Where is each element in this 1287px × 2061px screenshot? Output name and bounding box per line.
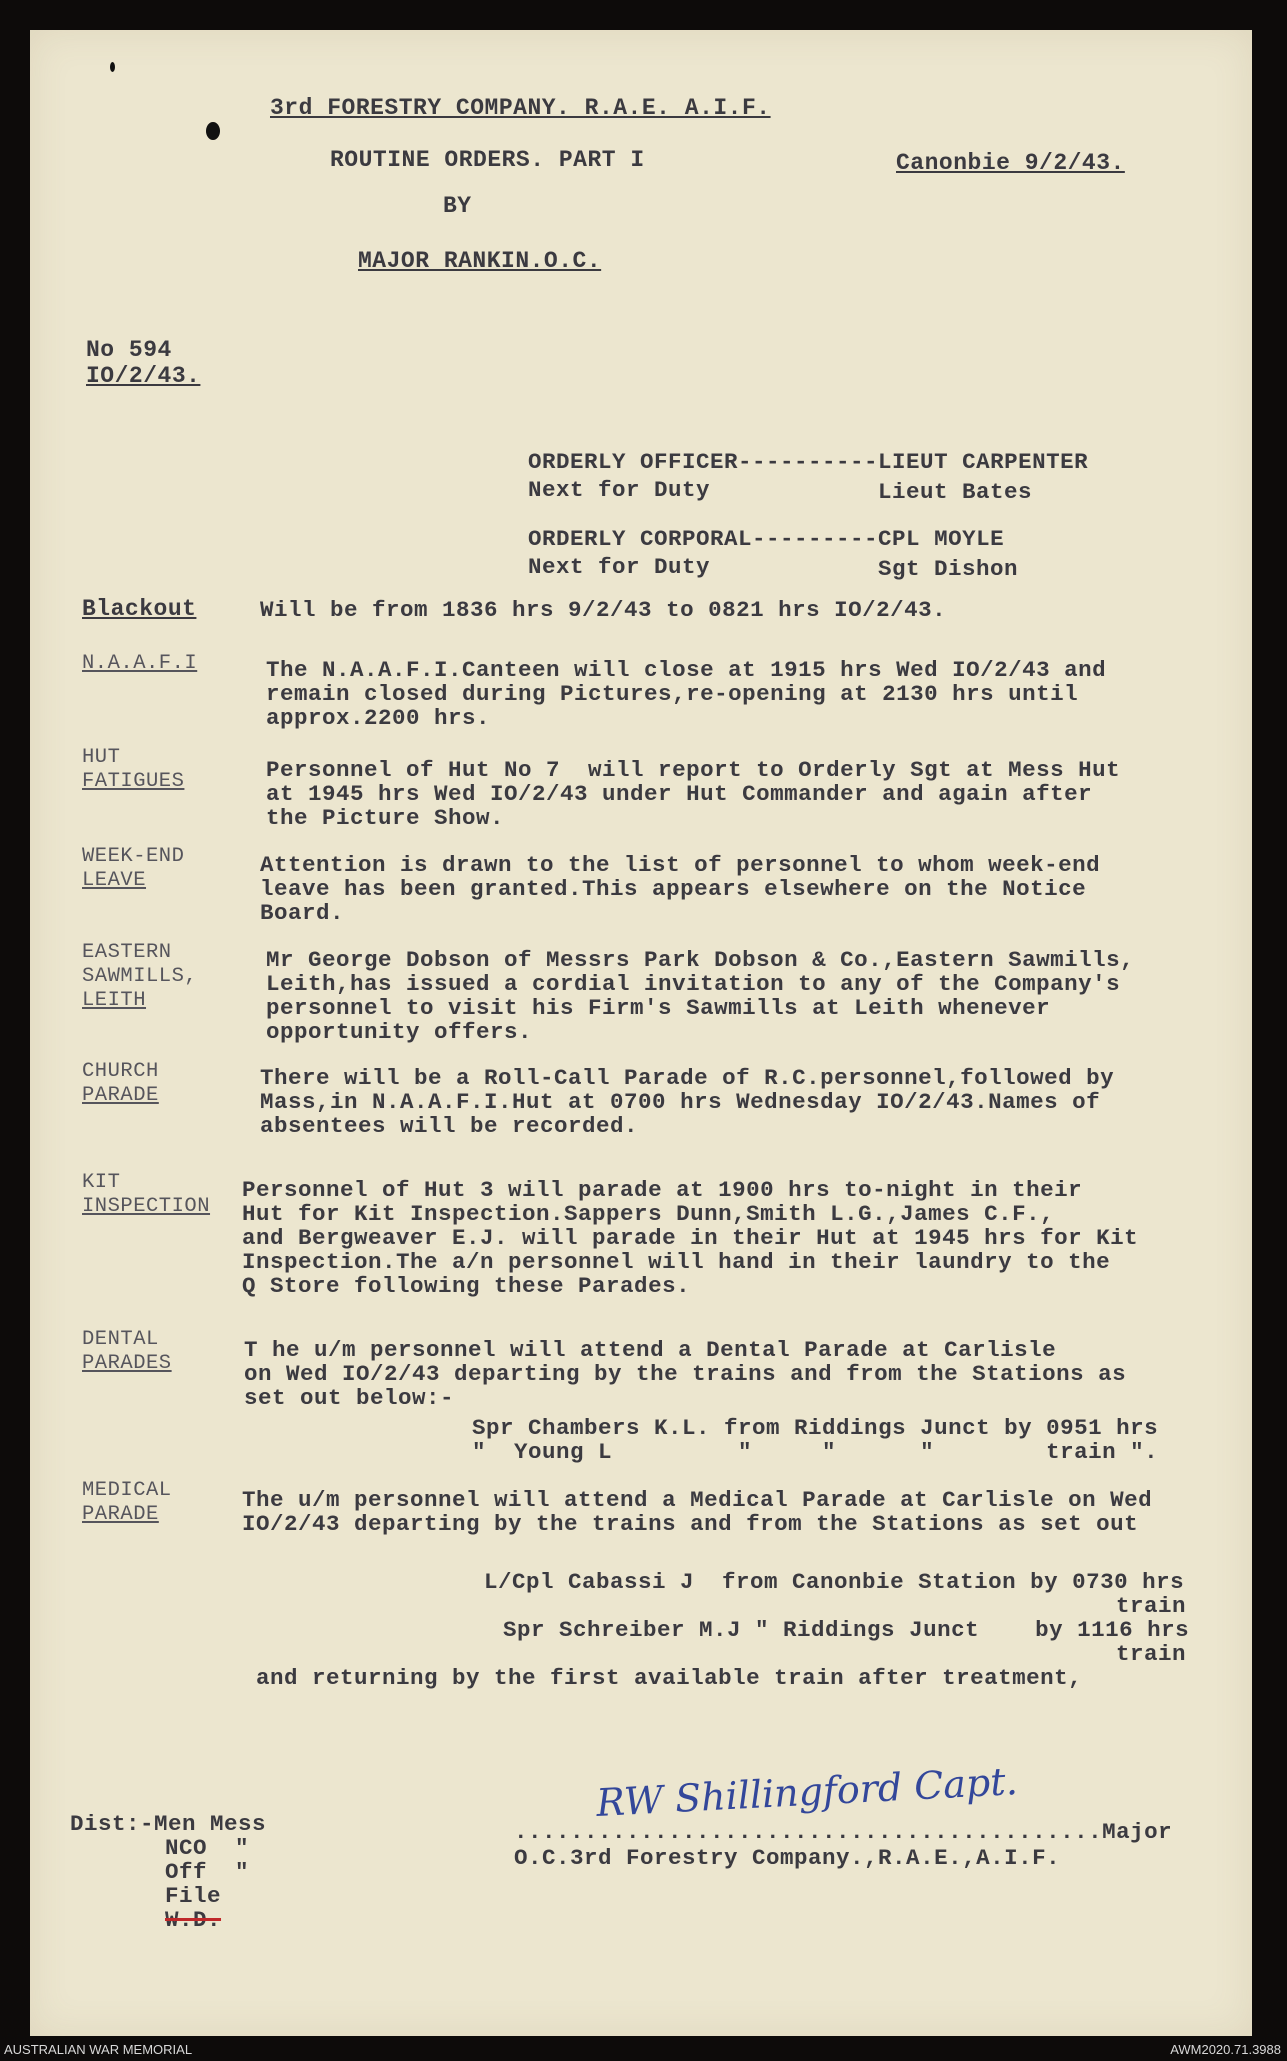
item-label-eastern: EASTERN — [82, 941, 172, 964]
ink-spot — [206, 122, 220, 140]
next-duty-label: Next for Duty — [528, 554, 711, 580]
medical-list-line: Spr Schreiber M.J " Riddings Junct by 1116 hrs — [503, 1617, 1190, 1643]
orders-heading: ROUTINE ORDERS. PART I — [330, 147, 645, 173]
item-text: Personnel of Hut 3 will parade at 1900 hrs to-night in their — [242, 1177, 1083, 1203]
item-text: Q Store following these Parades. — [242, 1273, 691, 1299]
item-text: Inspection.The a/n personnel will hand in their laundry to the — [242, 1249, 1111, 1275]
distribution-line: File — [165, 1883, 222, 1909]
distribution-line: NCO " — [165, 1835, 250, 1861]
order-date: IO/2/43. — [86, 363, 201, 389]
distribution-title: Dist:-Men Mess — [70, 1811, 267, 1837]
item-label-leave: LEAVE — [82, 869, 147, 892]
document-page — [30, 30, 1252, 2036]
item-text: opportunity offers. — [266, 1019, 533, 1045]
signature-dots: ..........................................Major — [514, 1819, 1173, 1845]
item-text: IO/2/43 departing by the trains and from the Stations as set out — [242, 1511, 1139, 1537]
place-date: Canonbie 9/2/43. — [896, 150, 1125, 176]
item-label-church: CHURCH — [82, 1060, 159, 1083]
item-text: the Picture Show. — [266, 805, 505, 831]
item-label-hut: HUT — [82, 746, 121, 769]
next-duty-name: Lieut Bates — [878, 479, 1033, 505]
item-label-sawmills: SAWMILLS, — [82, 965, 198, 988]
orderly-corporal: ORDERLY CORPORAL---------CPL MOYLE — [528, 526, 1005, 552]
unit-heading: 3rd FORESTRY COMPANY. R.A.E. A.I.F. — [270, 95, 771, 121]
item-text: at 1945 hrs Wed IO/2/43 under Hut Commander and again after — [266, 781, 1093, 807]
item-text: There will be a Roll-Call Parade of R.C.personnel,followed by — [260, 1065, 1115, 1091]
item-label-leith: LEITH — [82, 989, 147, 1012]
item-label-fatigues: FATIGUES — [82, 770, 185, 793]
handwritten-signature: RW Shillingford Capt. — [595, 1758, 1019, 1826]
medical-list-line: L/Cpl Cabassi J from Canonbie Station by 0730 hrs — [484, 1569, 1185, 1595]
item-label-naafi: N.A.A.F.I — [82, 652, 198, 675]
item-label-medical: MEDICAL — [82, 1479, 172, 1502]
medical-list-line: train — [1116, 1593, 1187, 1619]
by-heading: BY — [443, 193, 472, 219]
item-text: absentees will be recorded. — [260, 1113, 639, 1139]
item-text: Personnel of Hut No 7 will report to Orderly Sgt at Mess Hut — [266, 757, 1121, 783]
medical-list-line: train — [1116, 1641, 1187, 1667]
distribution-line: Off " — [165, 1859, 250, 1885]
item-text: T he u/m personnel will attend a Dental Parade at Carlisle — [244, 1337, 1057, 1363]
item-label-parade: PARADE — [82, 1084, 159, 1107]
item-label-kit: KIT — [82, 1171, 121, 1194]
medical-closing: and returning by the first available train after treatment, — [256, 1665, 1083, 1691]
item-label-parades: PARADES — [82, 1352, 172, 1375]
commander-heading: MAJOR RANKIN.O.C. — [358, 248, 602, 274]
item-text: approx.2200 hrs. — [266, 705, 491, 731]
item-text: The u/m personnel will attend a Medical Parade at Carlisle on Wed — [242, 1487, 1153, 1513]
orderly-officer: ORDERLY OFFICER----------LIEUT CARPENTER — [528, 449, 1089, 475]
item-text: Mr George Dobson of Messrs Park Dobson & Co.,Eastern Sawmills, — [266, 947, 1135, 973]
item-text: personnel to visit his Firm's Sawmills at Leith whenever — [266, 995, 1051, 1021]
item-text: Will be from 1836 hrs 9/2/43 to 0821 hrs IO/2/43. — [260, 597, 947, 623]
item-label-weekend: WEEK-END — [82, 845, 185, 868]
item-label-blackout: Blackout — [82, 596, 197, 622]
footer-left: AUSTRALIAN WAR MEMORIAL — [4, 2042, 193, 2057]
dental-list-line: Spr Chambers K.L. from Riddings Junct by 0951 hrs — [472, 1415, 1159, 1441]
item-text: The N.A.A.F.I.Canteen will close at 1915 hrs Wed IO/2/43 and — [266, 657, 1107, 683]
item-label-inspection: INSPECTION — [82, 1195, 211, 1218]
item-text: and Bergweaver E.J. will parade in their Hut at 1945 hrs for Kit — [242, 1225, 1139, 1251]
next-duty-label: Next for Duty — [528, 477, 711, 503]
item-text: Board. — [260, 900, 345, 926]
dental-list-line: " Young L " " " train ". — [472, 1439, 1159, 1465]
order-number: No 594 — [86, 337, 172, 363]
item-text: leave has been granted.This appears elsewhere on the Notice — [260, 876, 1087, 902]
item-text: set out below:- — [244, 1385, 455, 1411]
footer-right: AWM2020.71.3988 — [1170, 2042, 1281, 2057]
item-label-dental: DENTAL — [82, 1328, 159, 1351]
next-duty-name: Sgt Dishon — [878, 556, 1019, 582]
item-text: remain closed during Pictures,re-opening at 2130 hrs until — [266, 681, 1079, 707]
item-text: Mass,in N.A.A.F.I.Hut at 0700 hrs Wednesday IO/2/43.Names of — [260, 1089, 1101, 1115]
item-label-parade: PARADE — [82, 1503, 159, 1526]
item-text: Leith,has issued a cordial invitation to any of the Company's — [266, 971, 1121, 997]
signature-title: O.C.3rd Forestry Company.,R.A.E.,A.I.F. — [514, 1845, 1061, 1871]
distribution-line-struck: W.D. — [165, 1907, 222, 1933]
ink-spot — [110, 62, 115, 72]
item-text: Hut for Kit Inspection.Sappers Dunn,Smith L.G.,James C.F., — [242, 1201, 1055, 1227]
item-text: on Wed IO/2/43 departing by the trains and from the Stations as — [244, 1361, 1127, 1387]
item-text: Attention is drawn to the list of personnel to whom week-end — [260, 852, 1101, 878]
